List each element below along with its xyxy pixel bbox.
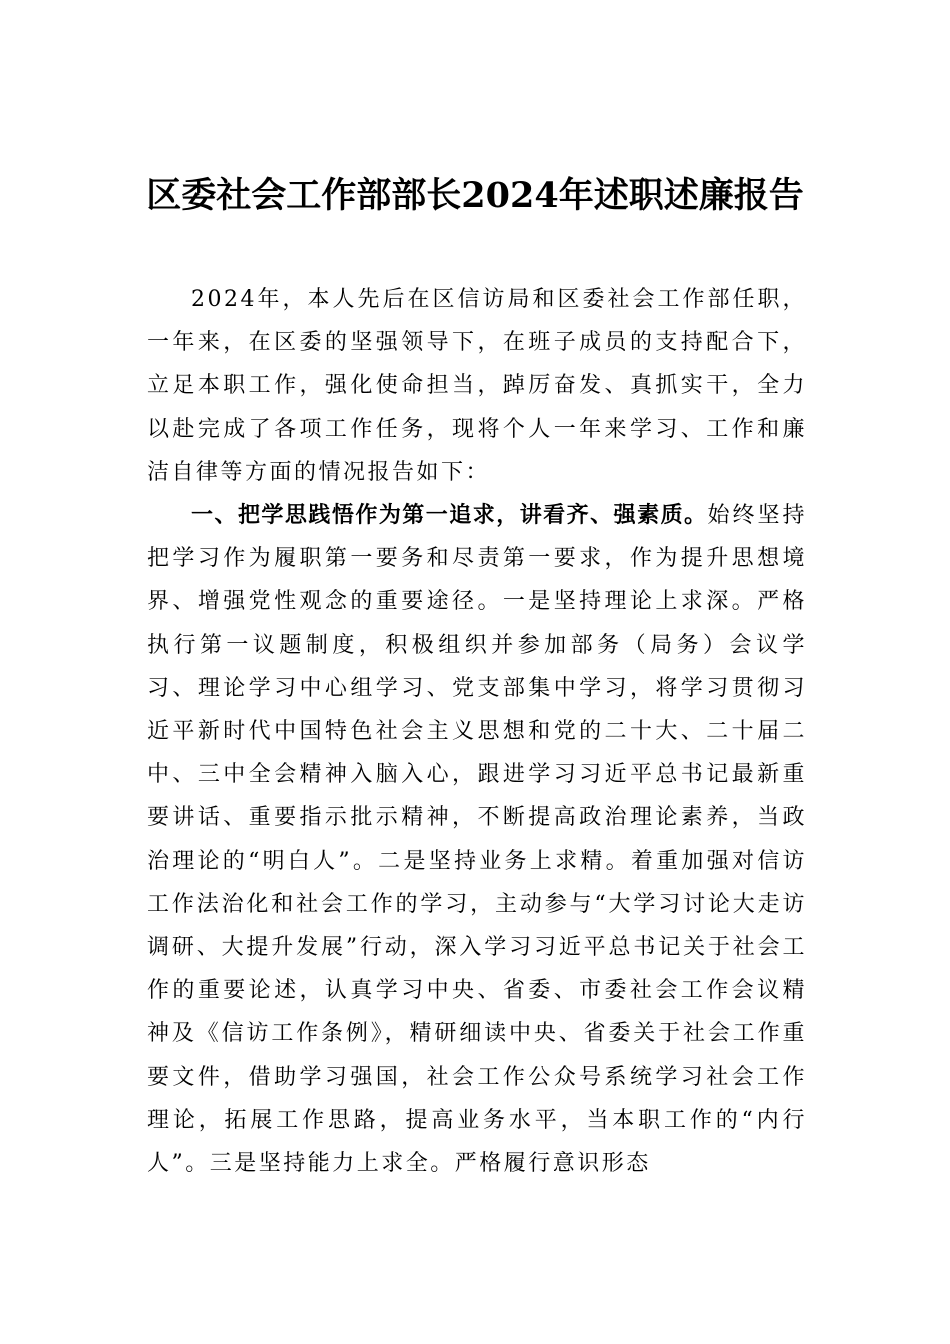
document-title: 区委社会工作部部长2024年述职述廉报告 bbox=[146, 175, 804, 216]
section-1-heading: 一、把学思践悟作为第一追求，讲看齐、强素质。 bbox=[191, 503, 708, 529]
document-body bbox=[147, 278, 807, 1185]
section-1-paragraph bbox=[147, 494, 807, 1185]
section-1-body: 始终坚持把学习作为履职第一要务和尽责第一要求，作为提升思想境界、增强党性观念的重要途径。一是坚持理论上求深。严格执行第一议题制度，积极组织并参加部务（局务）会议学习、理论学习中心组学习、党支部集中学习，将学习贯彻习近平新时代中国特色社会主义思想和党的二十大、二十届二中、三中全会精神入脑入心，跟进学习习近平总书记最新重要讲话、重要指示批示精神，不断提高政治理论素养，当政治理论的“明白人”。二是坚持业务上求精。着重加强对信访工作法治化和社会工作的学习，主动参与“大学习讨论大走访调研、大提升发展”行动，深入学习习近平总书记关于社会工作的重要论述，认真学习中央、省委、市委社会工作会议精神及《信访工作条例》，精研细读中央、省委关于社会工作重要文件，借助学习强国，社会工作公众号系统学习社会工作理论，拓展工作思路，提高业务水平，当本职工作的“内行人”。三是坚持能力上求全。严格履行意识形态 bbox=[147, 503, 807, 1177]
intro-paragraph: 2024年，本人先后在区信访局和区委社会工作部任职，一年来，在区委的坚强领导下，在班子成员的支持配合下，立足本职工作，强化使命担当，踔厉奋发、真抓实干，全力以赴完成了各项工作任务，现将个人一年来学习、工作和廉洁自律等方面的情况报告如下： bbox=[147, 287, 807, 485]
